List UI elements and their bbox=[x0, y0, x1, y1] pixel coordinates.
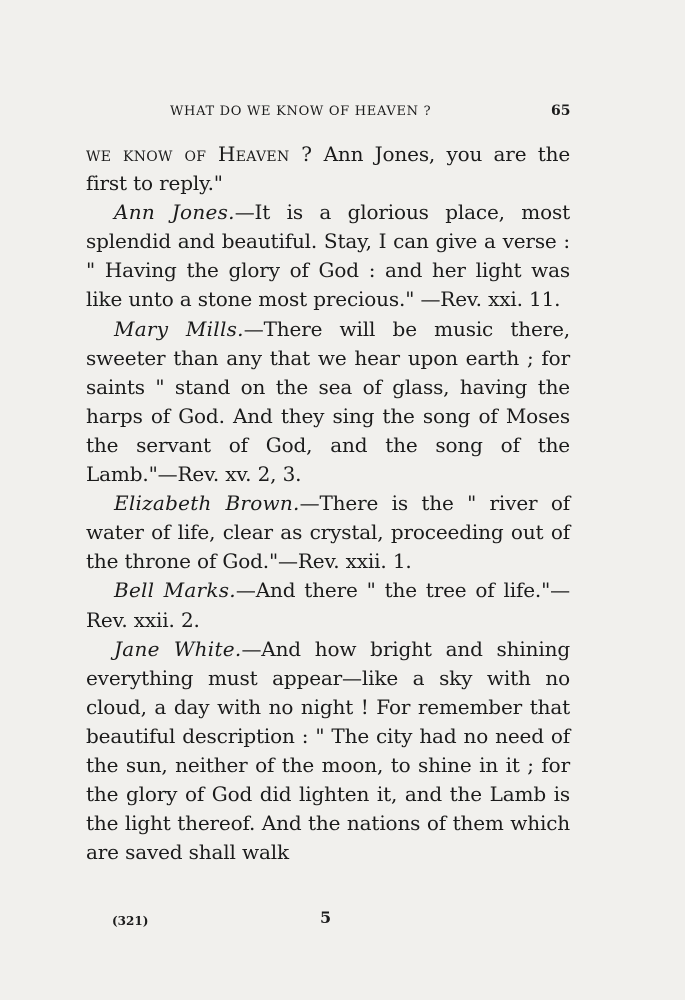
running-head: WHAT DO WE KNOW OF HEAVEN ? bbox=[170, 104, 432, 119]
speaker-bell-marks: Bell Marks. bbox=[114, 578, 236, 603]
opening-rest: Ann Jones, you are the first to reply." bbox=[86, 142, 571, 196]
dialogue-paragraph-jane-white bbox=[86, 635, 570, 868]
opening-small-caps: we know of Heaven ? bbox=[86, 142, 313, 166]
dialogue-paragraph-ann-jones bbox=[86, 198, 570, 314]
speaker-ann-jones: Ann Jones. bbox=[114, 200, 235, 225]
dialogue-paragraph-elizabeth-brown bbox=[86, 489, 570, 576]
paragraph-text-mary-mills: —There will be music there, sweeter than any that we hear upon earth ; for saints " stand on the sea of glass, having the harps of God. And they sing the song of Moses the servant of God, and the song of the Lamb."—Rev. xv. 2, 3. bbox=[86, 316, 570, 487]
body-text bbox=[86, 140, 570, 867]
signature-mark: 5 bbox=[320, 908, 332, 927]
paragraph-text-elizabeth-brown: —There is the " river of water of life, clear as crystal, proceeding out of the throne of God."—Rev. xxii. 1. bbox=[86, 491, 570, 574]
speaker-mary-mills: Mary Mills. bbox=[114, 316, 244, 341]
dialogue-paragraph-mary-mills bbox=[86, 315, 570, 490]
paragraph-text-jane-white: —And how bright and shining everything must appear—like a sky with no cloud, a day with no night ! For remember that beautiful description : " The city had no need of the sun, neither of the moon, to shine in it ; for the glory of God did lighten it, and the Lamb is the light thereof. And the nations of them which are saved shall walk bbox=[86, 636, 570, 865]
print-code: (321) bbox=[112, 914, 149, 928]
dialogue-paragraph-bell-marks bbox=[86, 576, 570, 634]
paragraph-text-ann-jones: —It is a glorious place, most splendid and beautiful. Stay, I can give a verse : " Having the glory of God : and her light was like unto a stone most precious." —Rev. xxi. 11. bbox=[86, 200, 570, 312]
speaker-elizabeth-brown: Elizabeth Brown. bbox=[114, 491, 300, 516]
speaker-jane-white: Jane White. bbox=[114, 636, 242, 661]
paragraph-text-bell-marks: —And there " the tree of life."—Rev. xxii. 2. bbox=[86, 578, 570, 632]
page-number: 65 bbox=[551, 103, 571, 119]
opening-paragraph bbox=[86, 140, 570, 198]
